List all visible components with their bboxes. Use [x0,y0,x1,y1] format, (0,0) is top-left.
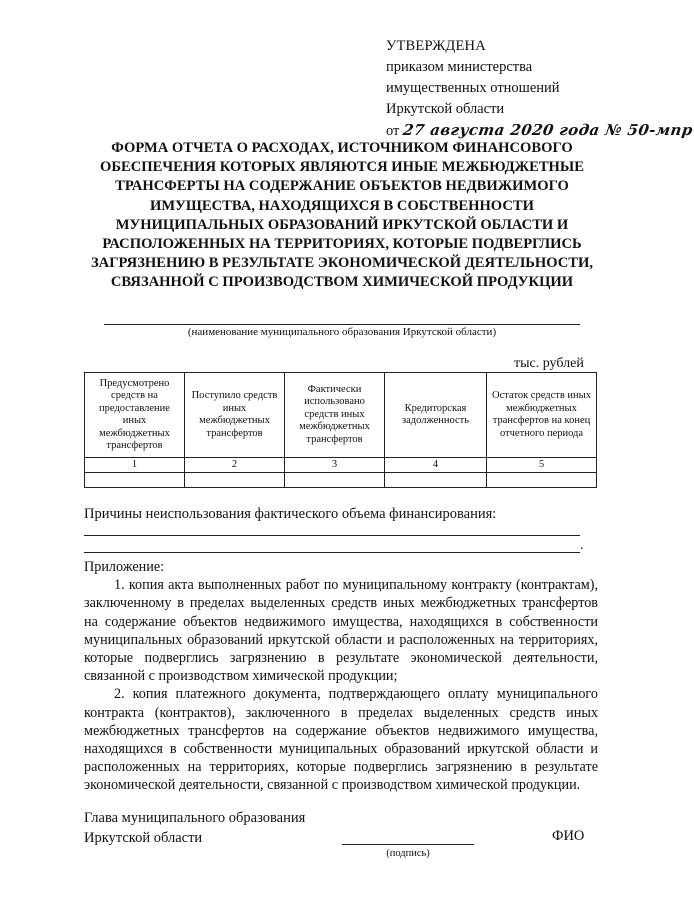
header-cell: Фактически использовано средств иных межбюджетных трансфертов [285,373,385,458]
appendix-item-1: 1. копия акта выполненных работ по муниципальному контракту (контрактам), заключенному в пределах выделенных средств иных межбюджетных трансфертов на содержание объектов недвижимого имущества, находящихся в собственности муниципальных образований иркутской области и расположенных на территориях, которые подверглись загрязнению в результате экономической деятельности, связанной с производством химической продукции; [84,577,598,685]
table-number-row [85,458,597,473]
column-number: 4 [385,458,487,473]
reasons-label: Причины неиспользования фактического объема финансирования: [84,506,497,522]
table-data-row [85,473,597,488]
approval-line-2: имущественных отношений [386,80,560,96]
municipality-name-line [104,324,580,325]
reasons-line-2 [84,552,580,553]
column-number: 2 [185,458,285,473]
municipality-caption: (наименование муниципального образования Иркутской области) [187,326,497,338]
header-cell: Предусмотрено средств на предоставление иных межбюджетных трансфертов [85,373,185,458]
signatory-title-1: Глава муниципального образования [84,810,306,826]
column-number: 1 [85,458,185,473]
appendix [84,558,598,795]
appendix-item-2: 2. копия платежного документа, подтверждающего оплату муниципального контракта (контрактов), заключенного в пределах выделенных средств иных межбюджетных трансфертов на содержание объектов недвижимого имущества, находящихся в собственности муниципальных образований иркутской области и расположенных на территориях, которые подверглись загрязнению в результате экономической деятельности, связанной с производством химической продукции. [84,686,598,794]
data-cell [285,473,385,488]
header-cell: Кредиторская задолженность [385,373,487,458]
approval-stamp [386,36,694,142]
units-label: тыс. рублей [514,356,584,371]
header-cell: Остаток средств иных межбюджетных трансфертов на конец отчетного периода [487,373,597,458]
header-cell: Поступило средств иных межбюджетных трансфертов [185,373,285,458]
approval-date-handwritten: 27 августа 2020 года № 50-мпр [401,121,694,139]
approval-date-prefix: от [386,123,400,139]
signatory-title-2: Иркутской области [84,830,203,846]
approval-line-1: приказом министерства [386,59,533,75]
appendix-label: Приложение: [84,559,165,575]
approval-line-3: Иркутской области [386,101,505,117]
report-table [84,372,597,488]
data-cell [85,473,185,488]
fio-label: ФИО [552,828,585,844]
table-header-row [85,373,597,458]
data-cell [487,473,597,488]
column-number: 5 [487,458,597,473]
form-title: ФОРМА ОТЧЕТА О РАСХОДАХ, ИСТОЧНИКОМ ФИНАНСОВОГО ОБЕСПЕЧЕНИЯ КОТОРЫХ ЯВЛЯЮТСЯ ИНЫЕ МЕЖБЮДЖЕТНЫЕ ТРАНСФЕРТЫ НА СОДЕРЖАНИЕ ОБЪЕКТОВ НЕДВИЖИМОГО ИМУЩЕСТВА, НАХОДЯЩИХСЯ В СОБСТВЕННОСТИ МУНИЦИПАЛЬНЫХ ОБРАЗОВАНИЙ ИРКУТСКОЙ ОБЛАСТИ И РАСПОЛОЖЕННЫХ НА ТЕРРИТОРИЯХ, КОТОРЫЕ ПОДВЕРГЛИСЬ ЗАГРЯЗНЕНИЮ В РЕЗУЛЬТАТЕ ЭКОНОМИЧЕСКОЙ ДЕЯТЕЛЬНОСТИ, СВЯЗАННОЙ С ПРОИЗВОДСТВОМ ХИМИЧЕСКОЙ ПРОДУКЦИИ [90,140,594,291]
signature-caption: (подпись) [386,848,430,859]
signature-line [342,844,474,845]
reasons-line-1 [84,535,580,536]
reasons-end-dot: . [580,538,584,553]
approval-heading: УТВЕРЖДЕНА [386,38,486,54]
data-cell [385,473,487,488]
column-number: 3 [285,458,385,473]
signature-block [84,808,305,848]
data-cell [185,473,285,488]
